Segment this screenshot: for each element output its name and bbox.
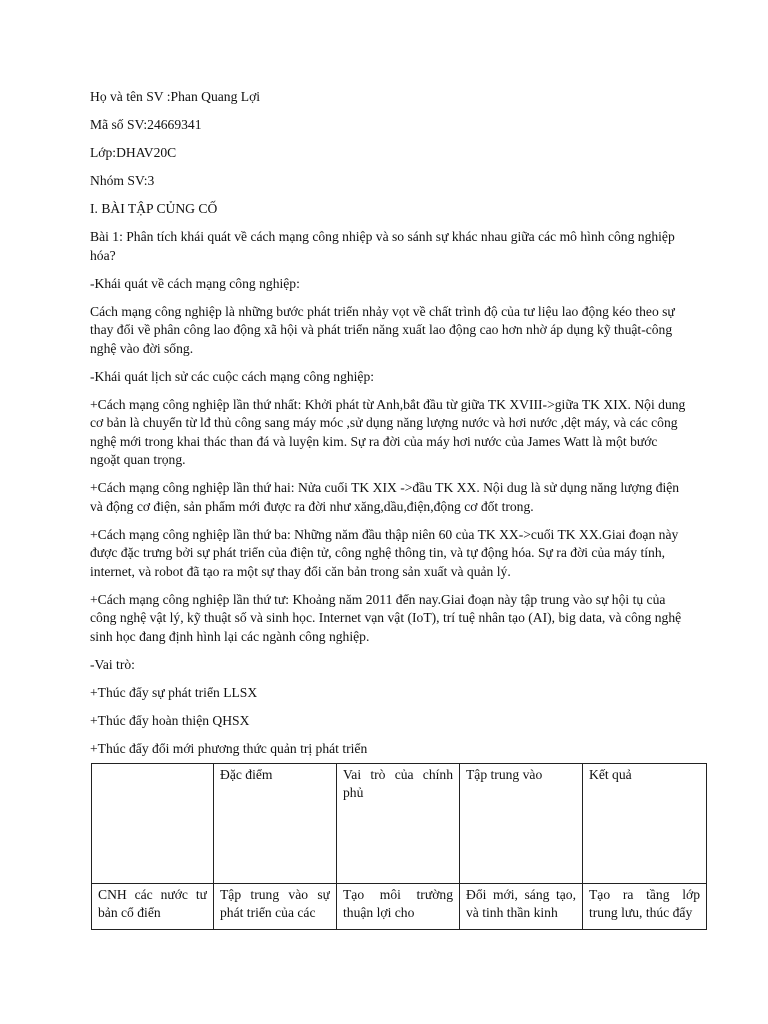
role-item-2: +Thúc đẩy hoàn thiện QHSX: [90, 712, 250, 728]
question-paragraph: Bài 1: Phân tích khái quát về cách mạng công nhiệp và so sánh sự khác nhau giữa các mô hình công nghiệp hóa?: [90, 229, 675, 263]
table-cell: [460, 884, 583, 930]
cell-text: Tạo ra tầng lớp trung lưu, thúc đẩy: [589, 887, 700, 920]
table-cell: [214, 884, 337, 930]
cell-text: Tập trung vào sự phát triển của các: [220, 887, 330, 920]
student-group: Nhóm SV:3: [90, 173, 155, 188]
table-cell: [583, 884, 707, 930]
table-header-cell: Đặc điểm: [214, 764, 337, 884]
revolution-1-paragraph: +Cách mạng công nghiệp lần thứ nhất: Khởi phát từ Anh,bắt đầu từ giữa TK XVIII->giữa TK XIX. Nội dung cơ bản là chuyển từ lđ thủ công sang máy móc ,sử dụng năng lượng nước và hơi nước ,dệt máy, và các công nghệ mới trong khai thác than đá và luyện kim. Sự ra đời của máy hơi nước của James Watt là một bước ngoặt quan trọng.: [90, 396, 686, 467]
table-row: [92, 884, 707, 930]
section-title: I. BÀI TẬP CỦNG CỐ: [90, 201, 218, 216]
role-heading: -Vai trò:: [90, 656, 135, 672]
table-header-cell: Vai trò của chính phủ: [337, 764, 460, 884]
table-cell: [337, 884, 460, 930]
table-header-row: [92, 764, 707, 884]
table-cell: [92, 884, 214, 930]
cell-text: Đổi mới, sáng tạo, và tinh thần kinh: [466, 887, 576, 920]
comparison-table: [91, 763, 707, 930]
revolution-4-paragraph: +Cách mạng công nghiệp lần thứ tư: Khoảng năm 2011 đến nay.Giai đoạn này tập trung vào sự hội tụ của công nghệ vật lý, kỹ thuật số và sinh học. Internet vạn vật (IoT), trí tuệ nhân tạo (AI), big data, và công nghệ sinh học đang định hình lại các ngành công nghiệp.: [90, 591, 682, 644]
revolution-2-paragraph: +Cách mạng công nghiệp lần thứ hai: Nửa cuối TK XIX ->đầu TK XX. Nội dug là sử dụng năng lượng điện và động cơ điện, sản phẩm mới được ra đời như xăng,dầu,điện,động cơ đốt trong.: [90, 480, 680, 514]
overview-heading: -Khái quát về cách mạng công nghiệp:: [90, 275, 300, 291]
role-item-1: +Thúc đẩy sự phát triển LLSX: [90, 684, 258, 700]
revolution-3-paragraph: +Cách mạng công nghiệp lần thứ ba: Những năm đầu thập niên 60 của TK XX->cuối TK XX.Giai đoạn này được đặc trưng bởi sự phát triển của điện tử, công nghệ thông tin, và tự động hóa. Sự ra đời của máy tính, internet, và robot đã tạo ra một sự thay đổi căn bản trong sản xuất và quản lý.: [90, 526, 679, 579]
student-id: Mã số SV:24669341: [90, 117, 202, 132]
history-heading: -Khái quát lịch sử các cuộc cách mạng công nghiệp:: [90, 368, 375, 384]
student-class: Lớp:DHAV20C: [90, 145, 177, 160]
student-name: Họ và tên SV :Phan Quang Lợi: [90, 89, 261, 104]
cell-text: Tạo môi trường thuận lợi cho: [343, 887, 453, 920]
document-page: [90, 88, 690, 768]
table-header-cell: Kết quả: [583, 764, 707, 884]
table-header-cell: Tập trung vào: [460, 764, 583, 884]
table-header-cell: [92, 764, 214, 884]
role-item-3: +Thúc đẩy đổi mới phương thức quản trị phát triển: [90, 740, 368, 756]
definition-paragraph: Cách mạng công nghiệp là những bước phát triển nhảy vọt về chất trình độ của tư liệu lao động kéo theo sự thay đổi về phân công lao động xã hội và phát triển năng xuất lao động cao hơn nhờ áp dụng kỹ thuật-công nghệ vào đời sống.: [90, 303, 675, 356]
cell-text: CNH các nước tư bản cổ điển: [98, 887, 207, 920]
